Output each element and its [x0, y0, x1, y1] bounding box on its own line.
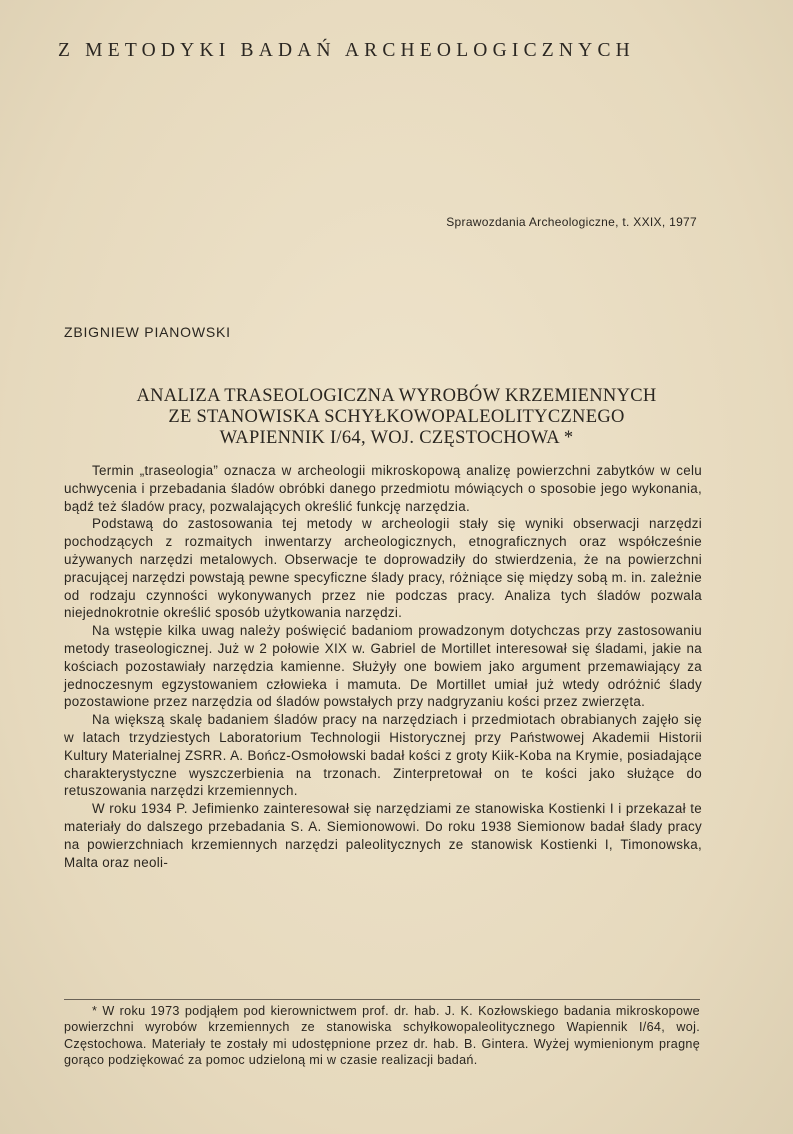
paragraph: Na większą skalę badaniem śladów pracy na narzędziach i przedmiotach obrabianych zajęło się w latach trzydziestych Laboratorium Technologii Historycznej przy Państwowej Akademii Historii Kultury Materialnej ZSRR. A. Bończ-Osmołowski badał kości z groty Kiik-Koba na Krymie, posiadające charakterystyczne wyszczerbienia na trzonach. Zinterpretował on te kości jako służące do retuszowania narzędzi krzemiennych. [64, 712, 702, 799]
title-line: ZE STANOWISKA SCHYŁKOWOPALEOLITYCZNEGO [168, 407, 625, 427]
title-line: WAPIENNIK I/64, WOJ. CZĘSTOCHOWA * [219, 428, 574, 448]
journal-reference: Sprawozdania Archeologiczne, t. XXIX, 1977 [446, 215, 697, 229]
author-name: ZBIGNIEW PIANOWSKI [64, 324, 231, 340]
paragraph: W roku 1934 P. Jefimienko zainteresował się narzędziami ze stanowiska Kostienki I i przekazał te materiały do dalszego przebadania S. A. Siemionowowi. Do roku 1938 Siemionow badał ślady pracy na powierzchniach krzemiennych narzędzi paleolitycznych ze stanowisk Kostienki I, Timonowska, Malta oraz neoli- [64, 801, 702, 870]
paragraph: Termin „traseologia” oznacza w archeologii mikroskopową analizę powierzchni zabytków w celu uchwycenia i przebadania śladów obróbki danego przedmiotu mówiących o sposobie jego wykonania, bądź też śladów pracy, pozwalających określić funkcję narzędzia. [64, 463, 702, 514]
paragraph: Podstawą do zastosowania tej metody w archeologii stały się wyniki obserwacji narzędzi pochodzących z rozmaitych inwentarzy archeologicznych, etnograficznych oraz współcześnie używanych narzędzi metalowych. Obserwacje te doprowadziły do stwierdzenia, że na powierzchni pracującej narzędzi powstają pewne specyficzne ślady pracy, różniące się między sobą m. in. zależnie od rodzaju czynności wykonywanych przez nie podczas pracy. Analiza tych śladów pozwala niejednokrotnie określić sposób użytkowania narzędzi. [64, 516, 702, 621]
article-title [40, 386, 753, 449]
article-body [64, 462, 702, 871]
footnote-text: * W roku 1973 podjąłem pod kierownictwem prof. dr. hab. J. K. Kozłowskiego badania mikroskopowe powierzchni wyrobów krzemiennych ze stanowiska schyłkowopaleolitycznego Wapiennik I/64, woj. Częstochowa. Materiały te zostały mi udostępnione przez dr. hab. B. Gintera. Wyżej wymienionym pragnę gorąco podziękować za pomoc udzieloną mi w czasie realizacji badań. [64, 1004, 700, 1068]
footnote [64, 999, 700, 1069]
paragraph: Na wstępie kilka uwag należy poświęcić badaniom prowadzonym dotychczas przy zastosowaniu metody traseologicznej. Już w 2 połowie XIX w. Gabriel de Mortillet interesował się śladami, jakie na kościach pozostawiały narzędzia kamienne. Służyły one bowiem jako argument przemawiający za jednoczesnym egzystowaniem człowieka i mamuta. De Mortillet umiał już wtedy odróżnić ślady pozostawione przez narzędzia od śladów powstałych przy nadgryzaniu kości przez zwierzęta. [64, 623, 702, 710]
running-head: Z METODYKI BADAŃ ARCHEOLOGICZNYCH [58, 40, 635, 61]
title-line: ANALIZA TRASEOLOGICZNA WYROBÓW KRZEMIENNYCH [136, 386, 657, 406]
